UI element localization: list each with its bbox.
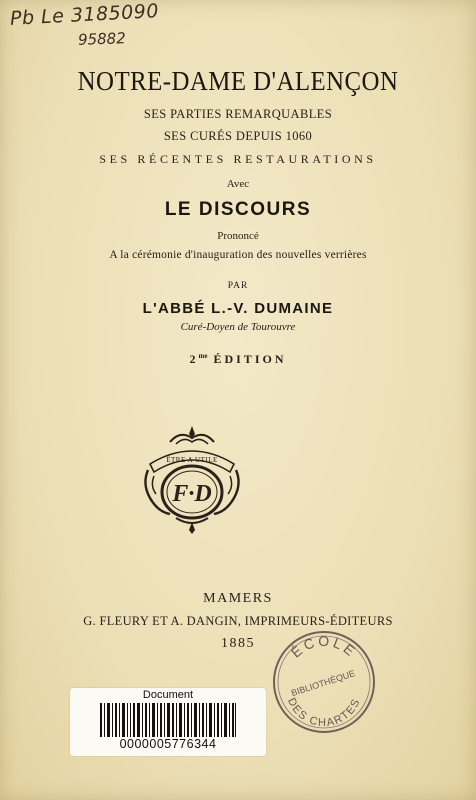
barcode-label [70, 688, 266, 756]
prononce-text: Prononcé [217, 230, 259, 242]
printer-emblem-icon [140, 424, 244, 534]
ceremony-text: A la cérémonie d'inauguration des nouvelles verrières [109, 249, 367, 261]
shelfmark-line-1: Pb Le 3185090 [9, 0, 160, 30]
barcode-icon [100, 703, 236, 737]
imprint-publisher: G. FLEURY ET A. DANGIN, IMPRIMEURS-ÉDITEURS [83, 614, 393, 628]
library-stamp-icon [270, 628, 378, 736]
stamp-bottom-text: DES CHARTES [284, 696, 363, 730]
imprint-year: 1885 [221, 636, 255, 651]
edition-line [0, 352, 476, 367]
edition-suffix: me [198, 352, 208, 360]
subtitle-line-3: SES RÉCENTES RESTAURATIONS [99, 152, 377, 166]
author-name: L'ABBÉ L.-V. DUMAINE [142, 300, 334, 317]
label-title: Document [142, 689, 194, 701]
author-title: Curé-Doyen de Tourouvre [180, 321, 296, 333]
book-title: NOTRE-DAME D'ALENÇON [77, 66, 399, 96]
subtitle-line-2: SES CURÉS DEPUIS 1060 [163, 129, 313, 143]
handwritten-shelfmark [9, 0, 170, 50]
avec-text: Avec [226, 178, 250, 190]
imprint-city: MAMERS [203, 591, 273, 606]
stamp-middle-text: BIBLIOTHÈQUE [289, 668, 357, 699]
discours-heading: LE DISCOURS [164, 199, 312, 220]
edition-number: 2 [189, 352, 199, 366]
shelfmark-line-2: 95882 [77, 29, 127, 49]
label-number: 0000005776344 [119, 737, 217, 751]
svg-text:ÉCOLE [288, 633, 360, 661]
par-text: PAR [227, 281, 249, 291]
edition-word: ÉDITION [213, 352, 287, 366]
emblem-motto: ÊTRE A UTILE [166, 456, 218, 464]
stamp-top-text: ÉCOLE [287, 632, 361, 661]
emblem-monogram: F·D [172, 481, 212, 507]
subtitle-line-1: SES PARTIES REMARQUABLES [143, 107, 333, 121]
